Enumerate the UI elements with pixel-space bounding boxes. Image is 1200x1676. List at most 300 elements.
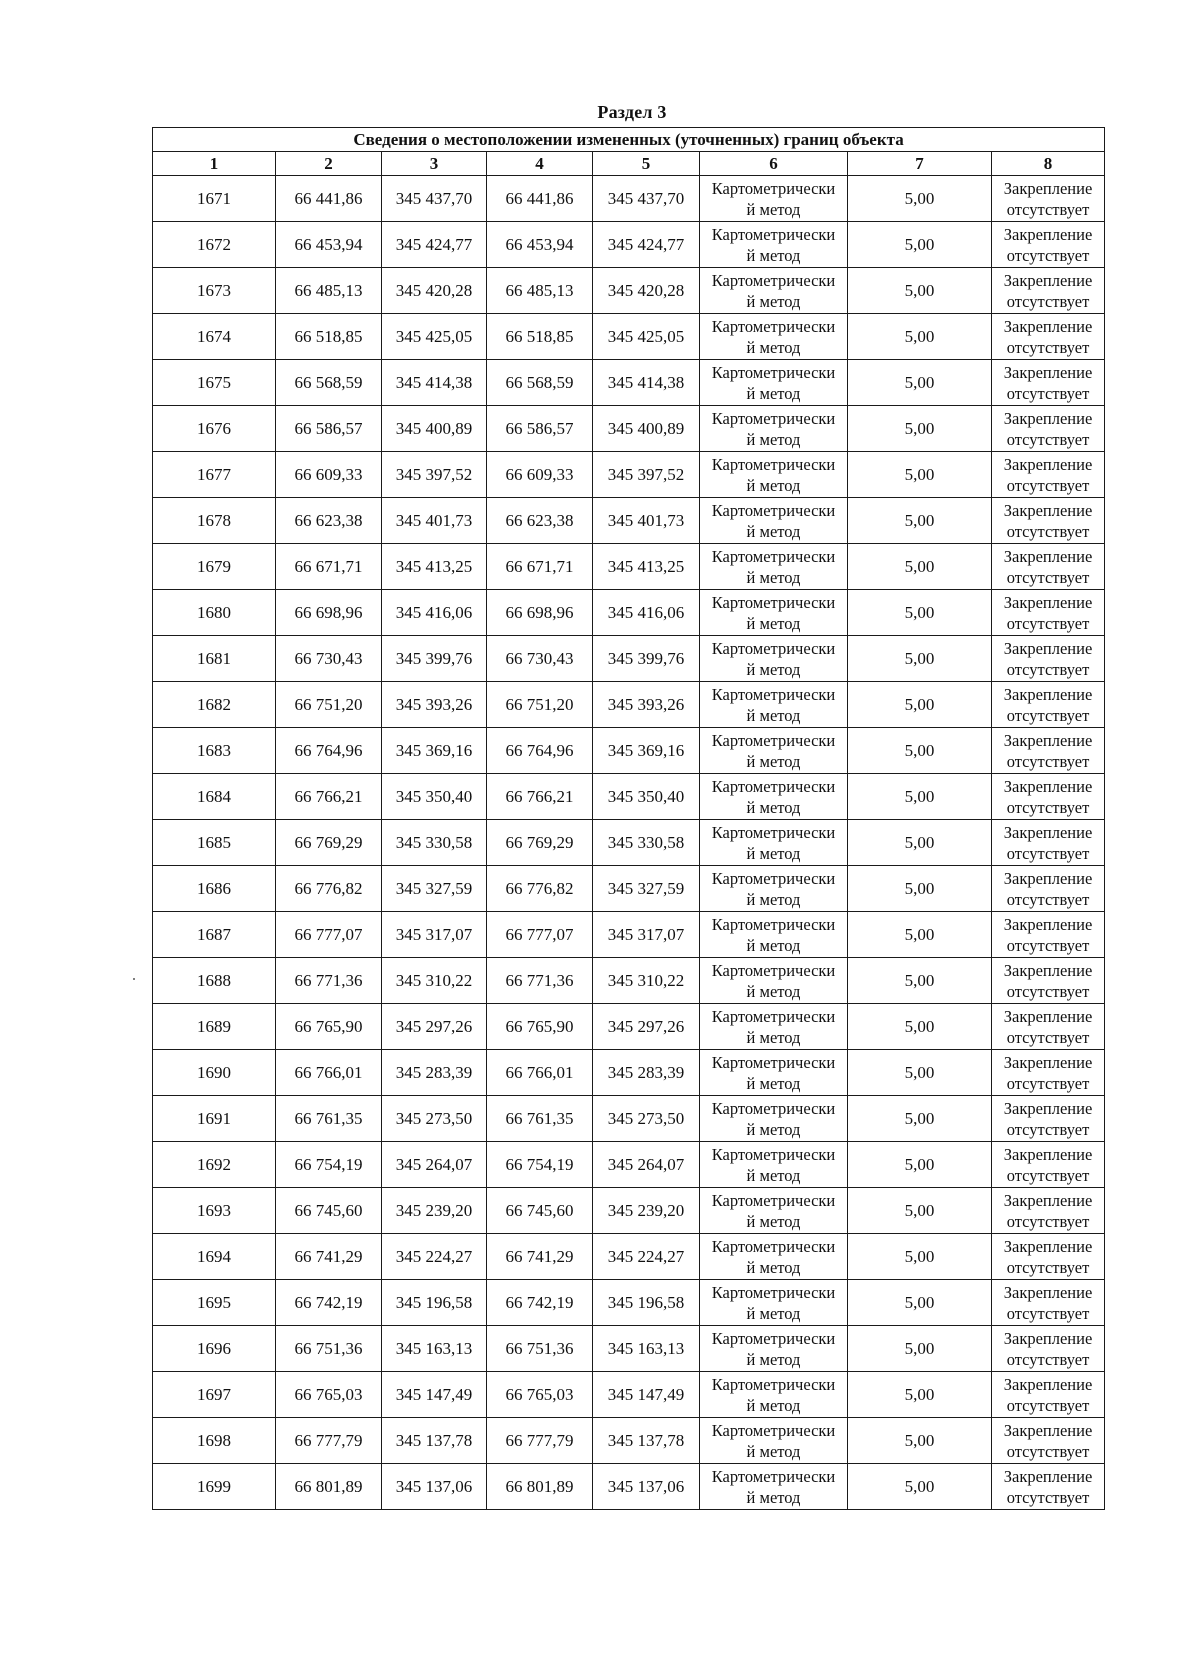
method-line-2: й метод [746,1441,801,1461]
fixation-line-2: отсутствует [1006,337,1090,357]
fixation-line-2: отсутствует [1006,1487,1090,1507]
fixation-cell [992,314,1105,360]
column-number: 2 [276,152,382,176]
fixation-cell [992,498,1105,544]
y-existing-cell: 345 317,07 [382,912,487,958]
accuracy-cell: 5,00 [848,1096,992,1142]
column-number: 4 [487,152,593,176]
method-line-1: Картометрически [711,822,836,842]
x-refined-cell: 66 765,90 [487,1004,593,1050]
x-existing-cell: 66 568,59 [276,360,382,406]
method-line-2: й метод [746,245,801,265]
y-existing-cell: 345 401,73 [382,498,487,544]
y-existing-cell: 345 399,76 [382,636,487,682]
x-existing-cell: 66 485,13 [276,268,382,314]
method-cell [700,1004,848,1050]
y-existing-cell: 345 330,58 [382,820,487,866]
x-refined-cell: 66 751,36 [487,1326,593,1372]
fixation-cell [992,728,1105,774]
fixation-cell [992,1050,1105,1096]
fixation-line-1: Закрепление [1003,178,1093,198]
fixation-line-1: Закрепление [1003,592,1093,612]
y-refined-cell: 345 399,76 [593,636,700,682]
y-refined-cell: 345 283,39 [593,1050,700,1096]
method-cell [700,728,848,774]
y-existing-cell: 345 310,22 [382,958,487,1004]
fixation-cell [992,958,1105,1004]
fixation-line-1: Закрепление [1003,1006,1093,1026]
method-line-2: й метод [746,1027,801,1047]
x-refined-cell: 66 745,60 [487,1188,593,1234]
x-existing-cell: 66 751,36 [276,1326,382,1372]
x-refined-cell: 66 741,29 [487,1234,593,1280]
fixation-line-1: Закрепление [1003,1282,1093,1302]
y-refined-cell: 345 350,40 [593,774,700,820]
table-row [153,268,1105,314]
y-refined-cell: 345 273,50 [593,1096,700,1142]
x-refined-cell: 66 568,59 [487,360,593,406]
method-line-2: й метод [746,1211,801,1231]
x-refined-cell: 66 742,19 [487,1280,593,1326]
y-refined-cell: 345 413,25 [593,544,700,590]
x-refined-cell: 66 761,35 [487,1096,593,1142]
y-existing-cell: 345 273,50 [382,1096,487,1142]
column-number: 6 [700,152,848,176]
fixation-line-2: отсутствует [1006,613,1090,633]
fixation-line-1: Закрепление [1003,822,1093,842]
fixation-line-2: отсутствует [1006,1395,1090,1415]
table-row [153,1004,1105,1050]
table-row [153,1464,1105,1510]
y-refined-cell: 345 401,73 [593,498,700,544]
column-number: 3 [382,152,487,176]
x-refined-cell: 66 730,43 [487,636,593,682]
method-line-2: й метод [746,981,801,1001]
x-refined-cell: 66 771,36 [487,958,593,1004]
x-existing-cell: 66 453,94 [276,222,382,268]
method-cell [700,912,848,958]
method-cell [700,268,848,314]
point-number-cell: 1695 [153,1280,276,1326]
fixation-cell [992,406,1105,452]
y-refined-cell: 345 137,06 [593,1464,700,1510]
accuracy-cell: 5,00 [848,1280,992,1326]
accuracy-cell: 5,00 [848,360,992,406]
accuracy-cell: 5,00 [848,1004,992,1050]
accuracy-cell: 5,00 [848,1372,992,1418]
fixation-line-2: отсутствует [1006,1211,1090,1231]
fixation-line-2: отсутствует [1006,935,1090,955]
fixation-line-1: Закрепление [1003,684,1093,704]
fixation-line-2: отсутствует [1006,843,1090,863]
method-line-2: й метод [746,1165,801,1185]
x-existing-cell: 66 764,96 [276,728,382,774]
accuracy-cell: 5,00 [848,820,992,866]
fixation-cell [992,774,1105,820]
fixation-cell [992,1234,1105,1280]
x-existing-cell: 66 761,35 [276,1096,382,1142]
method-line-2: й метод [746,1073,801,1093]
fixation-line-2: отсутствует [1006,521,1090,541]
y-existing-cell: 345 424,77 [382,222,487,268]
y-existing-cell: 345 400,89 [382,406,487,452]
x-refined-cell: 66 777,79 [487,1418,593,1464]
y-refined-cell: 345 224,27 [593,1234,700,1280]
y-existing-cell: 345 437,70 [382,176,487,222]
x-existing-cell: 66 745,60 [276,1188,382,1234]
x-refined-cell: 66 777,07 [487,912,593,958]
fixation-line-1: Закрепление [1003,270,1093,290]
column-number: 5 [593,152,700,176]
fixation-cell [992,1326,1105,1372]
point-number-cell: 1686 [153,866,276,912]
accuracy-cell: 5,00 [848,176,992,222]
x-refined-cell: 66 586,57 [487,406,593,452]
fixation-line-1: Закрепление [1003,1098,1093,1118]
y-refined-cell: 345 317,07 [593,912,700,958]
fixation-line-1: Закрепление [1003,1144,1093,1164]
y-existing-cell: 345 413,25 [382,544,487,590]
accuracy-cell: 5,00 [848,1418,992,1464]
fixation-line-2: отсутствует [1006,1441,1090,1461]
x-existing-cell: 66 518,85 [276,314,382,360]
fixation-line-2: отсутствует [1006,567,1090,587]
x-refined-cell: 66 623,38 [487,498,593,544]
y-existing-cell: 345 420,28 [382,268,487,314]
x-refined-cell: 66 518,85 [487,314,593,360]
point-number-cell: 1697 [153,1372,276,1418]
method-line-2: й метод [746,797,801,817]
y-refined-cell: 345 196,58 [593,1280,700,1326]
y-existing-cell: 345 369,16 [382,728,487,774]
y-refined-cell: 345 297,26 [593,1004,700,1050]
method-line-1: Картометрически [711,1420,836,1440]
fixation-line-2: отсутствует [1006,889,1090,909]
method-line-1: Картометрически [711,638,836,658]
method-cell [700,1142,848,1188]
method-cell [700,774,848,820]
method-line-2: й метод [746,521,801,541]
x-refined-cell: 66 801,89 [487,1464,593,1510]
method-line-2: й метод [746,1395,801,1415]
accuracy-cell: 5,00 [848,912,992,958]
fixation-line-1: Закрепление [1003,224,1093,244]
fixation-line-2: отсутствует [1006,1257,1090,1277]
fixation-cell [992,176,1105,222]
fixation-cell [992,1280,1105,1326]
table-row [153,682,1105,728]
x-existing-cell: 66 741,29 [276,1234,382,1280]
y-refined-cell: 345 264,07 [593,1142,700,1188]
y-refined-cell: 345 425,05 [593,314,700,360]
x-refined-cell: 66 766,01 [487,1050,593,1096]
x-existing-cell: 66 441,86 [276,176,382,222]
accuracy-cell: 5,00 [848,1326,992,1372]
method-line-2: й метод [746,1119,801,1139]
x-refined-cell: 66 769,29 [487,820,593,866]
x-existing-cell: 66 751,20 [276,682,382,728]
fixation-line-2: отсутствует [1006,751,1090,771]
fixation-cell [992,268,1105,314]
method-cell [700,590,848,636]
fixation-line-2: отсутствует [1006,705,1090,725]
point-number-cell: 1675 [153,360,276,406]
table-row [153,820,1105,866]
method-line-1: Картометрически [711,1282,836,1302]
fixation-line-1: Закрепление [1003,316,1093,336]
accuracy-cell: 5,00 [848,728,992,774]
y-refined-cell: 345 397,52 [593,452,700,498]
x-existing-cell: 66 801,89 [276,1464,382,1510]
fixation-line-2: отсутствует [1006,1303,1090,1323]
fixation-line-1: Закрепление [1003,1420,1093,1440]
y-existing-cell: 345 350,40 [382,774,487,820]
method-cell [700,222,848,268]
y-existing-cell: 345 283,39 [382,1050,487,1096]
y-refined-cell: 345 400,89 [593,406,700,452]
method-line-1: Картометрически [711,914,836,934]
method-line-2: й метод [746,337,801,357]
method-line-1: Картометрически [711,960,836,980]
y-refined-cell: 345 239,20 [593,1188,700,1234]
table-row [153,590,1105,636]
accuracy-cell: 5,00 [848,774,992,820]
table-row [153,176,1105,222]
table-row [153,544,1105,590]
method-line-1: Картометрически [711,270,836,290]
method-line-1: Картометрически [711,1006,836,1026]
point-number-cell: 1681 [153,636,276,682]
fixation-cell [992,1188,1105,1234]
table-row [153,1280,1105,1326]
y-refined-cell: 345 393,26 [593,682,700,728]
method-line-1: Картометрически [711,592,836,612]
fixation-cell [992,1004,1105,1050]
x-existing-cell: 66 609,33 [276,452,382,498]
y-existing-cell: 345 397,52 [382,452,487,498]
section-heading: Раздел 3 [597,102,667,122]
method-cell [700,1280,848,1326]
fixation-line-2: отсутствует [1006,429,1090,449]
point-number-cell: 1679 [153,544,276,590]
fixation-line-1: Закрепление [1003,1466,1093,1486]
y-existing-cell: 345 264,07 [382,1142,487,1188]
fixation-cell [992,820,1105,866]
table-row [153,1372,1105,1418]
boundary-coordinates-table [152,127,1105,1510]
table-row [153,774,1105,820]
x-existing-cell: 66 671,71 [276,544,382,590]
accuracy-cell: 5,00 [848,636,992,682]
point-number-cell: 1699 [153,1464,276,1510]
y-refined-cell: 345 163,13 [593,1326,700,1372]
fixation-cell [992,866,1105,912]
fixation-line-1: Закрепление [1003,960,1093,980]
method-cell [700,1326,848,1372]
fixation-line-1: Закрепление [1003,868,1093,888]
y-refined-cell: 345 330,58 [593,820,700,866]
column-number: 1 [153,152,276,176]
method-line-1: Картометрически [711,776,836,796]
accuracy-cell: 5,00 [848,452,992,498]
method-cell [700,360,848,406]
x-existing-cell: 66 776,82 [276,866,382,912]
fixation-cell [992,682,1105,728]
accuracy-cell: 5,00 [848,222,992,268]
fixation-line-2: отсутствует [1006,1027,1090,1047]
y-refined-cell: 345 137,78 [593,1418,700,1464]
fixation-cell [992,636,1105,682]
fixation-cell [992,222,1105,268]
method-line-1: Картометрически [711,1190,836,1210]
column-number: 8 [992,152,1105,176]
accuracy-cell: 5,00 [848,1142,992,1188]
method-cell [700,1096,848,1142]
point-number-cell: 1692 [153,1142,276,1188]
table-row [153,1326,1105,1372]
scan-speck [133,978,135,980]
x-existing-cell: 66 742,19 [276,1280,382,1326]
method-line-2: й метод [746,843,801,863]
method-line-2: й метод [746,613,801,633]
x-refined-cell: 66 609,33 [487,452,593,498]
method-cell [700,176,848,222]
fixation-line-2: отсутствует [1006,291,1090,311]
y-existing-cell: 345 297,26 [382,1004,487,1050]
accuracy-cell: 5,00 [848,1234,992,1280]
table-row [153,406,1105,452]
accuracy-cell: 5,00 [848,314,992,360]
y-refined-cell: 345 420,28 [593,268,700,314]
method-line-2: й метод [746,567,801,587]
method-cell [700,958,848,1004]
fixation-line-1: Закрепление [1003,776,1093,796]
point-number-cell: 1674 [153,314,276,360]
fixation-cell [992,360,1105,406]
x-refined-cell: 66 776,82 [487,866,593,912]
fixation-line-2: отсутствует [1006,981,1090,1001]
y-existing-cell: 345 196,58 [382,1280,487,1326]
fixation-line-1: Закрепление [1003,1190,1093,1210]
fixation-line-2: отсутствует [1006,383,1090,403]
table-body [153,128,1105,1510]
y-existing-cell: 345 239,20 [382,1188,487,1234]
method-line-1: Картометрически [711,224,836,244]
fixation-line-1: Закрепление [1003,1052,1093,1072]
fixation-line-1: Закрепление [1003,914,1093,934]
table-row [153,636,1105,682]
method-cell [700,314,848,360]
method-line-2: й метод [746,429,801,449]
x-existing-cell: 66 766,01 [276,1050,382,1096]
method-line-1: Картометрически [711,178,836,198]
y-refined-cell: 345 414,38 [593,360,700,406]
fixation-cell [992,452,1105,498]
table-row [153,1096,1105,1142]
y-refined-cell: 345 437,70 [593,176,700,222]
fixation-cell [992,912,1105,958]
point-number-cell: 1688 [153,958,276,1004]
point-number-cell: 1685 [153,820,276,866]
method-line-1: Картометрически [711,1098,836,1118]
method-line-1: Картометрически [711,362,836,382]
x-existing-cell: 66 777,79 [276,1418,382,1464]
method-cell [700,1464,848,1510]
table-row [153,314,1105,360]
fixation-line-2: отсутствует [1006,245,1090,265]
method-line-1: Картометрически [711,868,836,888]
method-line-2: й метод [746,751,801,771]
method-line-1: Картометрически [711,684,836,704]
fixation-line-2: отсутствует [1006,797,1090,817]
x-refined-cell: 66 485,13 [487,268,593,314]
fixation-line-1: Закрепление [1003,500,1093,520]
method-line-1: Картометрически [711,500,836,520]
x-refined-cell: 66 453,94 [487,222,593,268]
x-existing-cell: 66 730,43 [276,636,382,682]
fixation-line-2: отсутствует [1006,475,1090,495]
point-number-cell: 1689 [153,1004,276,1050]
fixation-line-1: Закрепление [1003,1374,1093,1394]
y-existing-cell: 345 224,27 [382,1234,487,1280]
table-row [153,1050,1105,1096]
fixation-cell [992,544,1105,590]
point-number-cell: 1672 [153,222,276,268]
method-line-2: й метод [746,1257,801,1277]
point-number-cell: 1673 [153,268,276,314]
accuracy-cell: 5,00 [848,498,992,544]
point-number-cell: 1687 [153,912,276,958]
table-row [153,360,1105,406]
x-existing-cell: 66 698,96 [276,590,382,636]
fixation-line-1: Закрепление [1003,638,1093,658]
fixation-line-1: Закрепление [1003,546,1093,566]
method-cell [700,1188,848,1234]
x-existing-cell: 66 766,21 [276,774,382,820]
accuracy-cell: 5,00 [848,958,992,1004]
method-line-2: й метод [746,383,801,403]
x-existing-cell: 66 765,90 [276,1004,382,1050]
y-refined-cell: 345 424,77 [593,222,700,268]
y-refined-cell: 345 327,59 [593,866,700,912]
point-number-cell: 1696 [153,1326,276,1372]
method-cell [700,636,848,682]
point-number-cell: 1682 [153,682,276,728]
fixation-line-1: Закрепление [1003,408,1093,428]
y-existing-cell: 345 393,26 [382,682,487,728]
method-cell [700,1234,848,1280]
table-row [153,912,1105,958]
fixation-line-1: Закрепление [1003,1236,1093,1256]
y-refined-cell: 345 147,49 [593,1372,700,1418]
accuracy-cell: 5,00 [848,682,992,728]
method-cell [700,866,848,912]
x-existing-cell: 66 586,57 [276,406,382,452]
fixation-line-2: отсутствует [1006,1073,1090,1093]
fixation-cell [992,1418,1105,1464]
method-line-1: Картометрически [711,1466,836,1486]
y-refined-cell: 345 310,22 [593,958,700,1004]
method-cell [700,682,848,728]
x-refined-cell: 66 754,19 [487,1142,593,1188]
point-number-cell: 1684 [153,774,276,820]
fixation-line-2: отсутствует [1006,1349,1090,1369]
point-number-cell: 1683 [153,728,276,774]
fixation-cell [992,1372,1105,1418]
point-number-cell: 1690 [153,1050,276,1096]
y-existing-cell: 345 137,78 [382,1418,487,1464]
y-existing-cell: 345 137,06 [382,1464,487,1510]
